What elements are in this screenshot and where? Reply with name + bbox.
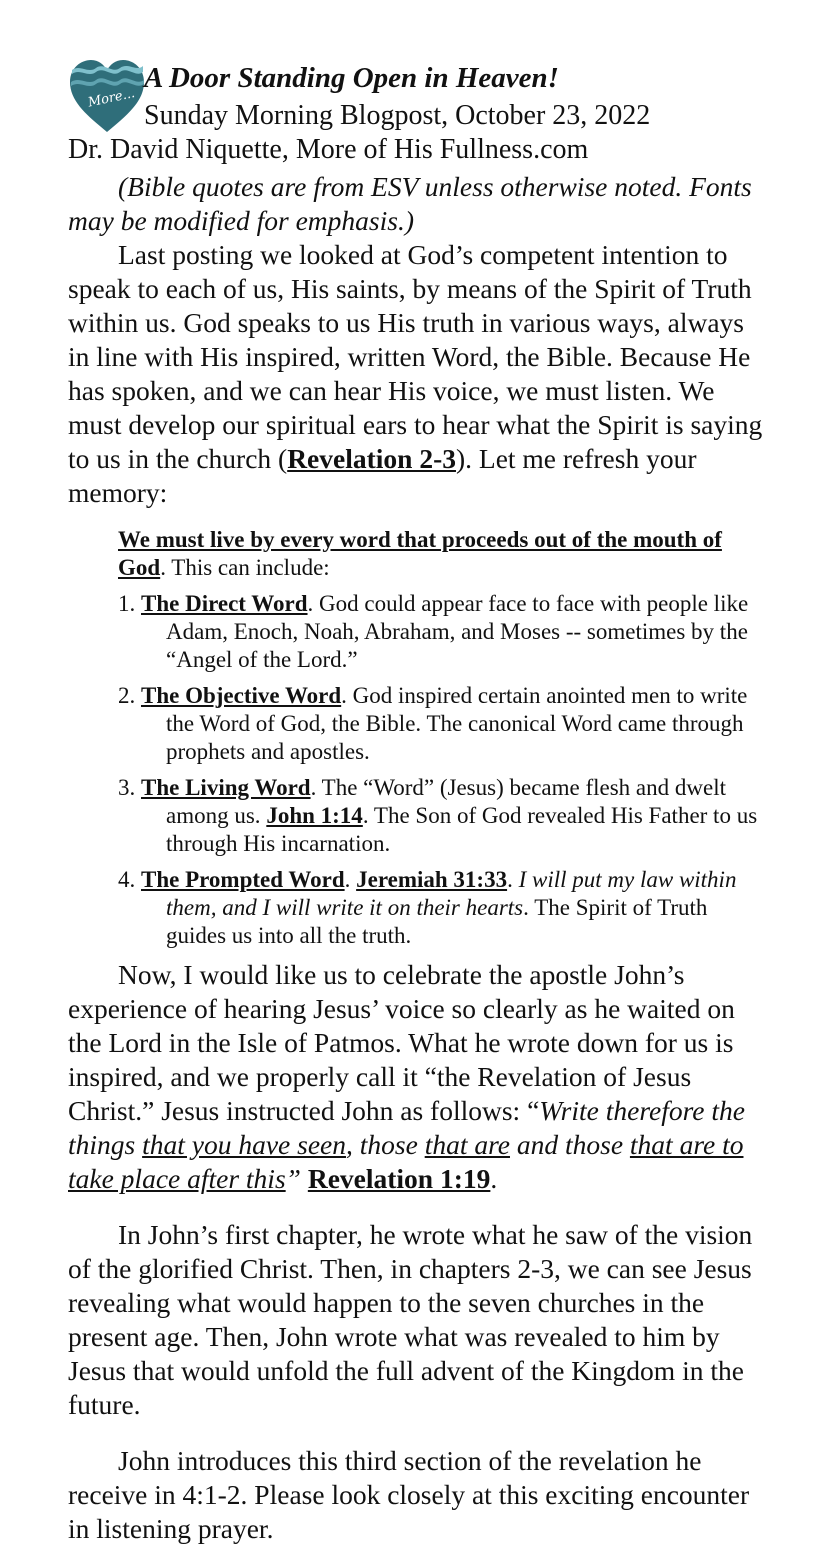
heart-logo-icon — [68, 58, 146, 136]
patmos-text: Now, I would like us to celebrate the apostle John’s experience of hearing Jesus’ voice so clearly as he waited on the Lord in the Isle of Patmos. What he wrote down for us is inspired, and we properly call it “the Revelation of Jesus Christ.” Jesus instructed John as follows: “ — [68, 959, 735, 1126]
quote-underlined: that are — [424, 1129, 510, 1160]
prompted-word-link[interactable]: The Prompted Word — [141, 867, 345, 892]
direct-word-link[interactable]: The Direct Word — [141, 591, 308, 616]
third-section-paragraph: John introduces this third section of the revelation he receive in 4:1-2. Please look closely at this exciting encounter in listening prayer. — [68, 1445, 750, 1544]
list-number: 1. — [118, 591, 141, 616]
post-title: A Door Standing Open in Heaven! — [144, 62, 559, 94]
logo-text: More... — [86, 86, 137, 111]
post-author: Dr. David Niquette, More of His Fullness.com — [68, 134, 589, 165]
word-list — [118, 590, 768, 950]
list-item-text: . The “Word” (Jesus) became flesh and dwelt among us. — [166, 775, 726, 828]
quote-underlined: that you have seen — [142, 1129, 346, 1160]
spacer — [301, 1163, 308, 1194]
quote-part: and those — [509, 1129, 630, 1160]
list-item-text: . The Spirit of Truth guides us into all the truth. — [166, 895, 708, 948]
list-separator: . — [344, 867, 357, 892]
list-item — [118, 682, 768, 766]
list-item-text: . The Son of God revealed His Father to us through His incarnation. — [166, 803, 758, 856]
jeremiah-quote: I will put my law within them, and I will write it on their hearts — [166, 867, 737, 920]
quote-underlined: that are to take place after this — [68, 1129, 744, 1194]
patmos-paragraph — [68, 958, 768, 1196]
word-list-heading — [118, 526, 768, 582]
list-item — [118, 866, 768, 950]
period: . — [490, 1163, 498, 1194]
intro-paragraph — [68, 238, 768, 510]
quote-part: ” — [285, 1163, 301, 1194]
post-header — [68, 58, 768, 165]
intro-text: Last posting we looked at God’s competent intention to speak to each of us, His saints, by means of the Spirit of Truth within us. God speaks to us His truth in various ways, always in line with His inspired, written Word, the Bible. Because He has spoken, and we can hear His voice, we must listen. We must develop our spiritual ears to hear what the Spirit is saying to us in the church ( — [68, 239, 763, 474]
intro-text-end: ). Let me refresh your memory: — [68, 443, 697, 508]
list-number: 2. — [118, 683, 141, 708]
list-number: 4. — [118, 867, 141, 892]
bible-note: (Bible quotes are from ESV unless otherwise noted. Fonts may be modified for emphasis.) — [68, 171, 752, 236]
document-page — [68, 58, 768, 1546]
list-item — [118, 774, 768, 858]
word-list-heading-link[interactable]: We must live by every word that proceeds out of the mouth of God — [118, 527, 722, 580]
list-number: 3. — [118, 775, 141, 800]
revelation-1-19-link[interactable]: Revelation 1:19 — [307, 1163, 491, 1194]
living-word-link[interactable]: The Living Word — [141, 775, 311, 800]
quote-part: Write therefore the things — [68, 1095, 745, 1160]
jeremiah-31-33-link[interactable]: Jeremiah 31:33 — [356, 867, 508, 892]
list-item — [118, 590, 768, 674]
quote-part: , those — [346, 1129, 425, 1160]
list-item-text: . God could appear face to face with people like Adam, Enoch, Noah, Abraham, and Moses -- sometimes by the “Angel of the Lord.” — [166, 591, 749, 672]
list-separator: . — [507, 867, 519, 892]
john-1-14-link[interactable]: John 1:14 — [266, 803, 363, 828]
post-date: Sunday Morning Blogpost, October 23, 2022 — [144, 100, 651, 131]
word-list-heading-suffix: . This can include: — [160, 555, 330, 580]
john-chapter-paragraph: In John’s first chapter, he wrote what he saw of the vision of the glorified Christ. Then, in chapters 2-3, we can see Jesus revealing what would happen to the seven churches in the present age. Then, John wrote what was revealed to him by Jesus that would unfold the full advent of the Kingdom in the future. — [68, 1219, 753, 1420]
objective-word-link[interactable]: The Objective Word — [141, 683, 342, 708]
list-item-text: . God inspired certain anointed men to write the Word of God, the Bible. The canonical Word came through prophets and apostles. — [166, 683, 748, 764]
word-list-block — [118, 526, 768, 950]
revelation-2-3-link[interactable]: Revelation 2-3 — [287, 443, 456, 474]
